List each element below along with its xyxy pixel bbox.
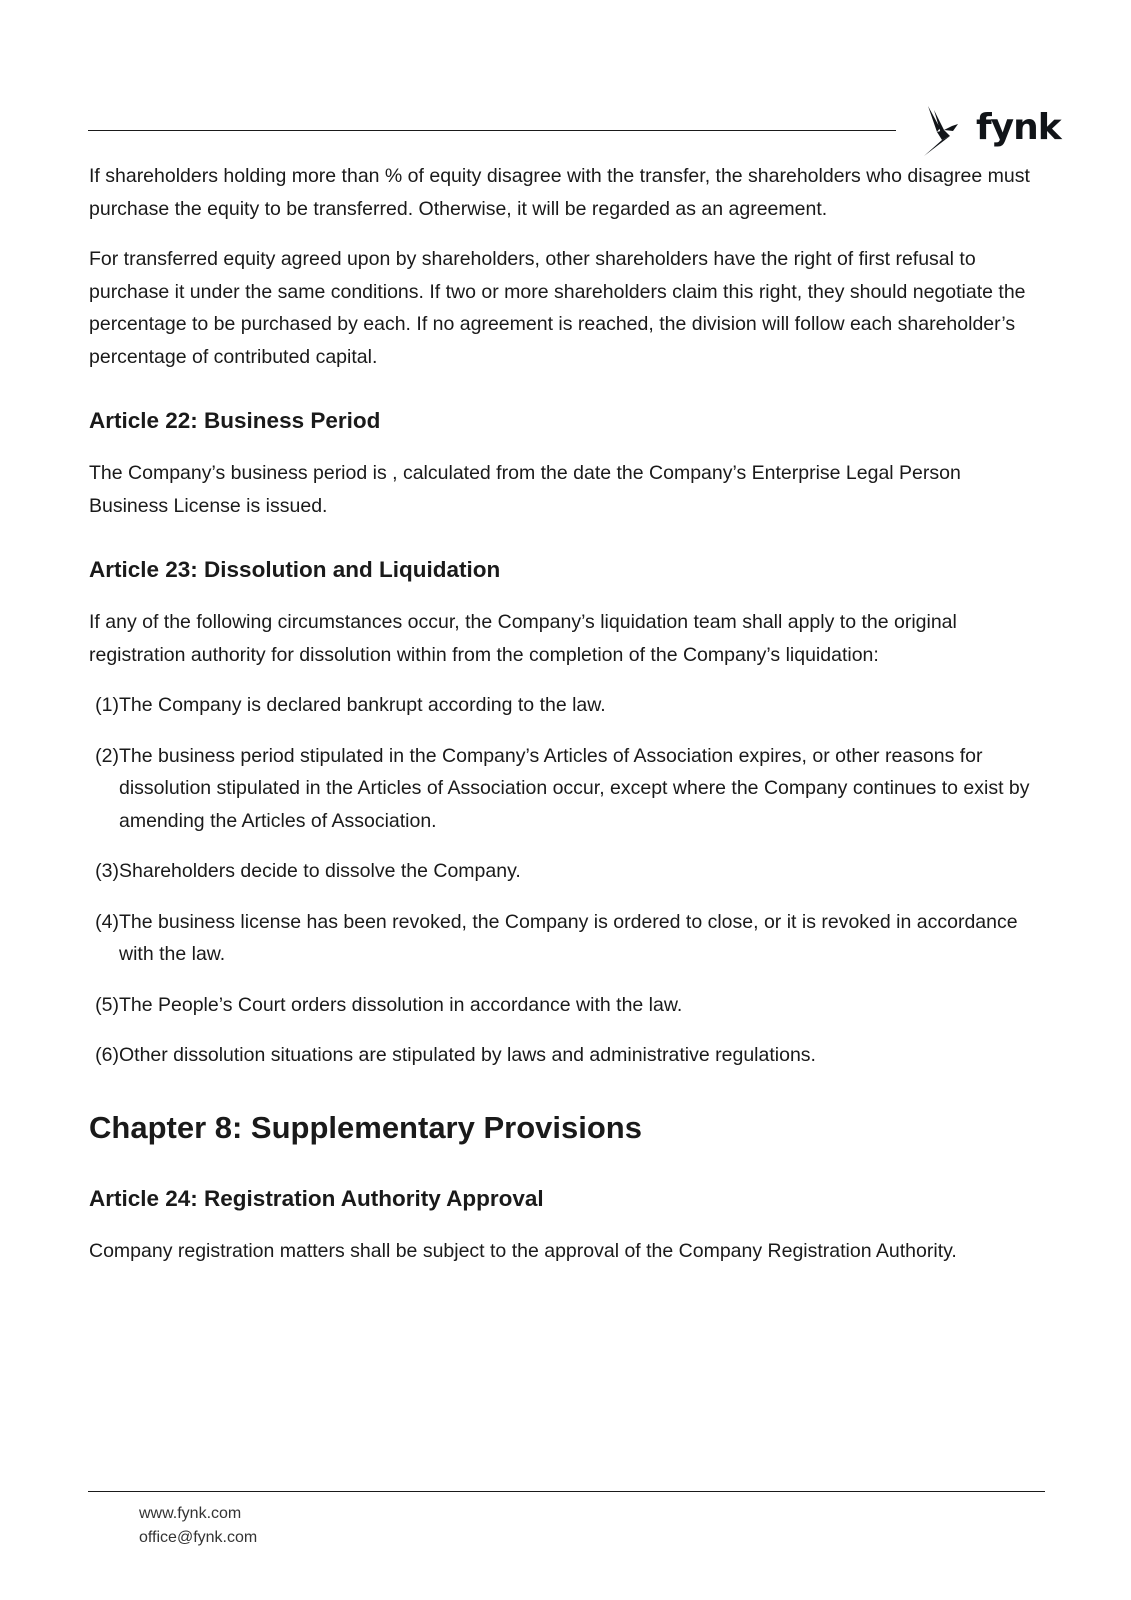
footer-website-link[interactable]: www.fynk.com bbox=[139, 1505, 242, 1522]
list-item bbox=[89, 906, 1039, 971]
brand-logo bbox=[920, 103, 1061, 159]
list-item-number: (6) bbox=[95, 1044, 119, 1066]
list-item-number: (4) bbox=[95, 910, 119, 933]
list-item-text: Other dissolution situations are stipulated by laws and administrative regulations. bbox=[119, 1044, 816, 1066]
footer-email-link[interactable]: office@fynk.com bbox=[139, 1529, 258, 1546]
list-item bbox=[89, 1039, 1039, 1072]
crane-bird-logo-icon bbox=[920, 104, 970, 158]
list-item bbox=[89, 740, 1039, 838]
list-item-text: Shareholders decide to dissolve the Company. bbox=[119, 860, 521, 882]
list-item bbox=[89, 689, 1039, 722]
paragraph-first-refusal: For transferred equity agreed upon by shareholders, other shareholders have the right of first refusal to purchase it under the same conditions. If two or more shareholders claim this right, they should negotiate the percentage to be purchased by each. If no agreement is reached, the division will follow each shareholder’s percentage of contributed capital. bbox=[89, 248, 1026, 368]
header-divider bbox=[88, 130, 896, 131]
list-item-number: (3) bbox=[95, 860, 119, 882]
list-item-number: (2) bbox=[95, 744, 119, 767]
article-22-body: The Company’s business period is , calculated from the date the Company’s Enterprise Legal Person Business License is issued. bbox=[89, 462, 961, 517]
article-22-heading: Article 22: Business Period bbox=[89, 408, 381, 433]
article-23-body: If any of the following circumstances occur, the Company’s liquidation team shall apply to the original registration authority for dissolution within from the completion of the Company’s liquidation: bbox=[89, 611, 957, 666]
list-item-text: The Company is declared bankrupt according to the law. bbox=[119, 694, 606, 716]
list-item-text: The People’s Court orders dissolution in accordance with the law. bbox=[119, 993, 683, 1016]
list-item-text: The business period stipulated in the Company’s Articles of Association expires, or other reasons for dissolution stipulated in the Articles of Association occur, except where the Company continues to exist by amending the Articles of Association. bbox=[119, 744, 1030, 832]
list-item-text: The business license has been revoked, the Company is ordered to close, or it is revoked in accordance with the law. bbox=[119, 910, 1018, 965]
list-item bbox=[89, 989, 1039, 1022]
chapter-8-heading: Chapter 8: Supplementary Provisions bbox=[89, 1109, 642, 1145]
article-24-heading: Article 24: Registration Authority Approval bbox=[89, 1185, 544, 1211]
list-item bbox=[89, 855, 1039, 888]
dissolution-list bbox=[89, 689, 1039, 1072]
footer-contact bbox=[139, 1502, 257, 1550]
brand-name: fynk bbox=[976, 107, 1061, 148]
paragraph-equity-disagreement: If shareholders holding more than % of equity disagree with the transfer, the shareholders who disagree must purchase the equity to be transferred. Otherwise, it will be regarded as an agreement. bbox=[89, 165, 1030, 220]
document-body bbox=[89, 160, 1039, 1285]
list-item-number: (5) bbox=[95, 993, 119, 1016]
article-24-body: Company registration matters shall be subject to the approval of the Company Registration Authority. bbox=[89, 1239, 957, 1262]
list-item-number: (1) bbox=[95, 694, 119, 716]
footer-divider bbox=[88, 1491, 1045, 1492]
article-23-heading: Article 23: Dissolution and Liquidation bbox=[89, 557, 501, 582]
